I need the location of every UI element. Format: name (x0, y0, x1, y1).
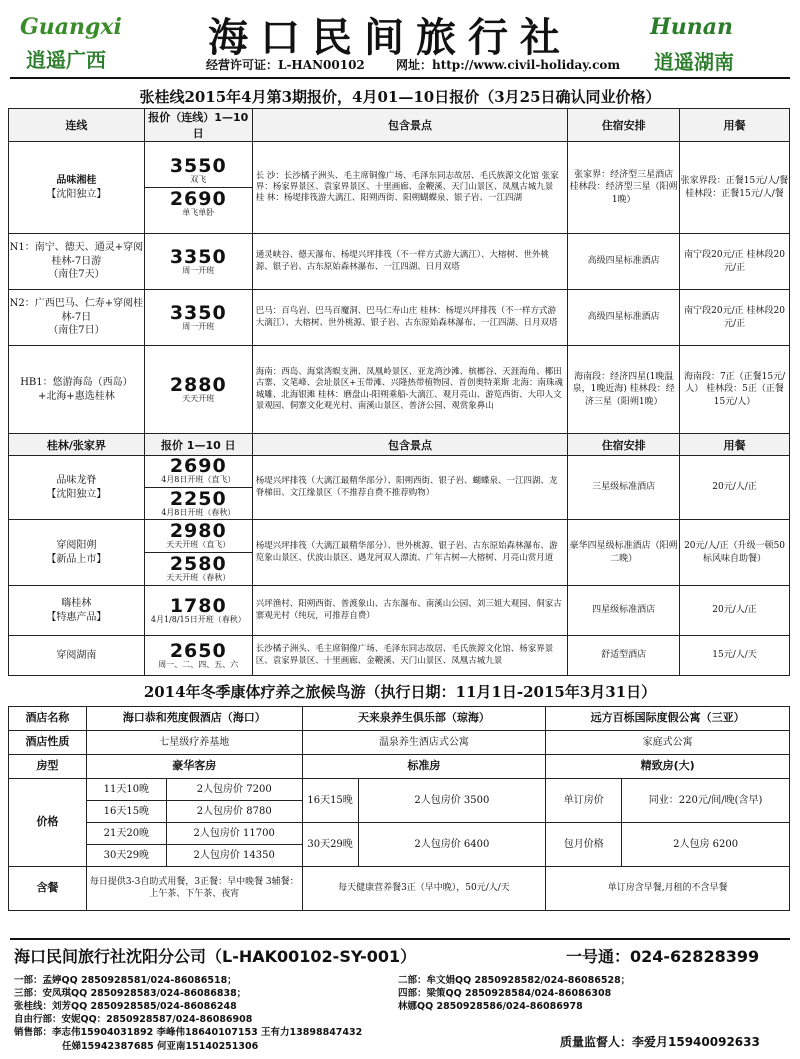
price-row (9, 779, 790, 801)
stay-period: 21天20晚 (86, 823, 166, 845)
col-price: 报价 1—10 日 (144, 434, 252, 456)
col-meal: 用餐 (680, 434, 790, 456)
label-price: 价格 (9, 779, 87, 867)
price-value: 3550 (169, 155, 227, 178)
meal-info: 每天健康营养餐3正（早中晚），50元/人/天 (302, 867, 546, 911)
room-type-row (9, 755, 790, 779)
page-title: 海口民间旅行社 (208, 14, 572, 61)
price-note: 天天开班（直飞） (166, 540, 231, 550)
label-room-type: 房型 (9, 755, 87, 779)
hotel-text: 豪华四星级标准酒店（阳朔二晚） (568, 520, 680, 586)
label-hotel-name: 酒店名称 (9, 707, 87, 731)
label-hotel-type: 酒店性质 (9, 731, 87, 755)
hotel-text: 舒适型酒店 (568, 636, 680, 676)
section-title-routes: 张桂线2015年4月第3期报价，4月01—10日报价（3月25日确认同业价格） (139, 88, 661, 106)
route-note: （南住7日） (48, 325, 105, 337)
col-route: 连线 (9, 109, 145, 142)
table-subheader (9, 434, 790, 456)
hotline[interactable]: 一号通：024-62828399 (566, 947, 760, 966)
contact-line: 四部：梁策QQ 2850928584/024-86086308 (398, 988, 612, 999)
sights-text: 杨堤兴坪排筏（大漓江最精华部分）、世外桃源、银子岩、古东原始森林瀑布、游览象山景区、伏波山景区、遇龙河双人漂流、广年古树—大榕树、月亮山赏月道 (252, 520, 568, 586)
meal-text: 南宁段20元/正 桂林段20元/正 (680, 234, 790, 290)
room-type: 标准房 (302, 755, 546, 779)
stay-period: 30天29晚 (86, 845, 166, 867)
stay-price: 2人包房价 8780 (166, 801, 302, 823)
contact-line: 任娣15942387685 何亚南15140251306 (62, 1041, 259, 1052)
hotel-name: 海口恭和苑度假酒店（海口） (86, 707, 302, 731)
price-note: 天天开班 (182, 393, 215, 403)
price-note: 4月8日开班（春秋） (161, 508, 236, 517)
meal-text: 海南段：7正（正餐15元/人） 桂林段：5正（正餐15元/人） (680, 346, 790, 434)
meal-text: 15元/人/天 (680, 636, 790, 676)
table-row[interactable] (9, 290, 790, 346)
sights-text: 长沙橘子洲头、毛主席铜像广场、毛泽东同志故居、毛氏族源文化馆、杨家界景区、袁家界景区、十里画廊、金鞭溪、天门山景区、凤凰古城九景 (252, 636, 568, 676)
meal-text: 南宁段20元/正 桂林段20元/正 (680, 290, 790, 346)
sights-text: 通灵峡谷、德天瀑布、杨堤兴坪排筏（不一样方式游大漓江）、大榕树、世外桃源、银子岩、古东原始森林瀑布、一江四湖、日月双塔 (252, 234, 568, 290)
stay-price: 2人包房价 14350 (166, 845, 302, 867)
price-note: 4月8日开班（直飞） (161, 475, 236, 485)
route-note: 【沈阳独立】 (46, 488, 107, 500)
price-value: 1780 (169, 594, 227, 617)
quality-supervisor: 质量监督人：李爱月15940092633 (560, 1035, 760, 1049)
stay-price: 2人包房价 11700 (166, 823, 302, 845)
price-value: 2880 (169, 373, 227, 396)
price-value: 2690 (169, 455, 227, 478)
meal-text: 20元/人/正 (680, 586, 790, 636)
route-name: 嗨桂林 (61, 598, 92, 609)
sights-text: 杨堤兴坪排筏（大漓江最精华部分）、阳朔西街、银子岩、蝴蝶泉、一江四湖、龙脊梯田、文江缘景区（不推荐自费不推荐购物） (252, 456, 568, 520)
col-sights: 包含景点 (252, 109, 568, 142)
stay-period: 16天15晚 (86, 801, 166, 823)
contact-line: 张桂线：刘芳QQ 2850928585/024-86086248 (14, 1001, 237, 1012)
hotel-text: 海南段：经济四星(1晚温泉，1晚近海) 桂林段：经济三星（阳朔1晚） (568, 346, 680, 434)
sights-text: 兴坪渔村、阳朔西街、普渡象山、古东瀑布、南溪山公园、刘三姐大观园、侗家古寨观光村（纯玩，可推荐自费） (252, 586, 568, 636)
room-type: 精致房(大) (546, 755, 790, 779)
stay-price: 同业：220元/间/晚(含早) (622, 779, 790, 823)
guangxi-logo: Guangxi (20, 14, 122, 40)
room-type: 豪华客房 (86, 755, 302, 779)
stay-period: 包月价格 (546, 823, 622, 867)
hotel-text: 三星级标准酒店 (568, 456, 680, 520)
company-name: 海口民间旅行社沈阳分公司（L-HAK00102-SY-001） (14, 947, 417, 966)
price-value: 2650 (169, 639, 227, 662)
contact-line: 三部：安凤琪QQ 2850928583/024-86086838； (14, 988, 247, 999)
meals-row (9, 867, 790, 911)
hunan-logo-cn: 逍遥湖南 (654, 50, 734, 74)
stay-price: 2人包房价 6400 (358, 823, 546, 867)
route-note: 【特惠产品】 (46, 611, 107, 623)
col-sights: 包含景点 (252, 434, 568, 456)
price-value: 2250 (169, 488, 227, 510)
price-note: 周一开班 (182, 321, 215, 331)
route-name: N1：南宁、德天、通灵+穿阅桂林-7日游 (9, 242, 144, 267)
license-number: 经营许可证：L-HAN00102 (206, 58, 365, 72)
hotels-table (8, 706, 790, 911)
meal-text: 20元/人/正（升级一顿50标风味自助餐） (680, 520, 790, 586)
col-route: 桂林/张家界 (9, 434, 145, 456)
guangxi-logo-cn: 逍遥广西 (26, 48, 106, 72)
route-name: N2：广西巴马、仁寿+穿阅桂林-7日 (9, 298, 144, 323)
hotel-type: 家庭式公寓 (546, 731, 790, 755)
contact-line: 销售部：李志伟15904031892 李峰伟18640107153 王有力13898847432 (14, 1027, 363, 1038)
table-row[interactable] (9, 636, 790, 676)
price-value: 3350 (169, 245, 227, 268)
table-row[interactable] (9, 456, 790, 520)
stay-price: 2人包房价 7200 (166, 779, 302, 801)
route-note: 【新品上市】 (46, 553, 107, 565)
hotel-type: 七星级疗养基地 (86, 731, 302, 755)
stay-price: 2人包房价 3500 (358, 779, 546, 823)
sights-text: 海南：西岛、海棠湾蜈支洲、凤凰岭景区、亚龙湾沙滩、槟榔谷、天涯海角、椰田古寨、文笔峰、会址景区+玉带滩、兴隆热带植物园、首创奥特莱斯 北海：南珠魂城雕、北海银滩 桂林：磨盘山-阳朔乘船-大漓江、观月亮山、游览西街、大印人文景观园、侗寨文化观光村、南溪山景区、普济公园、观赏象鼻山 (252, 346, 568, 434)
route-name: 品味龙脊 (56, 475, 97, 486)
stay-period: 单订房价 (546, 779, 622, 823)
route-name: 穿阅阳朔 (56, 540, 97, 551)
route-name: 穿阅湖南 (56, 649, 97, 661)
price-note: 周一开班 (182, 265, 215, 275)
label-meals: 含餐 (9, 867, 87, 911)
stay-period: 11天10晚 (86, 779, 166, 801)
price-note: 4月1/8/15日开班（春秋） (150, 614, 246, 624)
sights-text: 巴马：百鸟岩、巴马百魔洞、巴马仁寿山庄 桂林：杨堤兴坪排筏（不一样方式游大漓江）、大榕树、世外桃源、银子岩、古东原始森林瀑布、一江四湖、日月双塔 (252, 290, 568, 346)
hotel-text: 高级四星标准酒店 (568, 234, 680, 290)
price-note: 天天开班（春秋） (166, 573, 231, 582)
price-value: 2690 (169, 188, 227, 210)
hotel-text: 四星级标准酒店 (568, 586, 680, 636)
stay-price: 2人包房 6200 (622, 823, 790, 867)
hotel-name-row (9, 707, 790, 731)
table-row[interactable] (9, 142, 790, 234)
price-row (9, 823, 790, 845)
route-name: 品味湘桂 (56, 175, 97, 186)
col-meal: 用餐 (680, 109, 790, 142)
price-value: 3350 (169, 301, 227, 324)
table-header (9, 109, 790, 142)
meal-info: 单订房含早餐,月租的不含早餐 (546, 867, 790, 911)
section-title-hotels: 2014年冬季康体疗养之旅候鸟游（执行日期：11月1日-2015年3月31日） (143, 683, 657, 701)
route-name: HB1：悠游海岛（西岛） (20, 377, 133, 388)
stay-period: 30天29晚 (302, 823, 358, 867)
footer-divider (10, 938, 790, 940)
stay-period: 16天15晚 (302, 779, 358, 823)
hotel-type-row (9, 731, 790, 755)
col-hotel: 住宿安排 (568, 109, 680, 142)
contact-line: 一部：孟婷QQ 2850928581/024-86086518； (14, 975, 237, 986)
header-divider (10, 77, 790, 79)
price-note: 双飞 (190, 175, 207, 185)
hotel-text: 张家界：经济型三星酒店 桂林段：经济型三星（阳朔1晚） (568, 142, 680, 234)
meal-text: 张家界段：正餐15元/人/餐 桂林段：正餐15元/人/餐 (680, 142, 790, 234)
col-hotel: 住宿安排 (568, 434, 680, 456)
table-row[interactable] (9, 234, 790, 290)
sights-text: 长 沙：长沙橘子洲头、毛主席铜像广场、毛泽东同志故居、毛氏族源文化馆 张家界：杨家界景区、袁家界景区、十里画廊、金鞭溪、天门山景区、凤凰古城九景 桂 林：杨堤排筏游大漓江、阳朔西街、阳朔蝴蝶泉、银子岩、一江四湖 (252, 142, 568, 234)
contact-line: 自由行部：安妮QQ：2850928587/024-86086908 (14, 1014, 253, 1025)
contact-line: 二部：牟文娟QQ 2850928582/024-86086528； (398, 975, 631, 986)
website-url[interactable]: 网址：http://www.civil-holiday.com (396, 58, 621, 72)
route-note: （南住7天） (48, 269, 105, 281)
meal-text: 20元/人/正 (680, 456, 790, 520)
table-row[interactable] (9, 346, 790, 434)
hotel-name: 远方百栎国际度假公寓（三亚） (546, 707, 790, 731)
price-note: 周一、二、四、五、六 (158, 659, 239, 669)
table-row[interactable] (9, 586, 790, 636)
contact-line: 林娜QQ 2850928586/024-86086978 (398, 1001, 583, 1012)
routes-table (8, 108, 790, 676)
hotel-text: 高级四星标准酒店 (568, 290, 680, 346)
price-value: 2980 (169, 520, 227, 543)
meal-info: 每日提供3-3自助式用餐，3正餐：早中晚餐 3辅餐：上午茶、下午茶、夜宵 (86, 867, 302, 911)
price-value: 2580 (169, 553, 227, 575)
hunan-logo: Hunan (650, 14, 734, 40)
table-row[interactable] (9, 520, 790, 586)
col-price: 报价（连线）1—10日 (144, 109, 252, 142)
hotel-name: 天来泉养生俱乐部（琼海） (302, 707, 546, 731)
hotel-type: 温泉养生酒店式公寓 (302, 731, 546, 755)
price-note: 单飞单卧 (182, 208, 215, 217)
route-note: 【沈阳独立】 (46, 188, 107, 200)
route-note: +北海+惠选桂林 (38, 390, 115, 402)
